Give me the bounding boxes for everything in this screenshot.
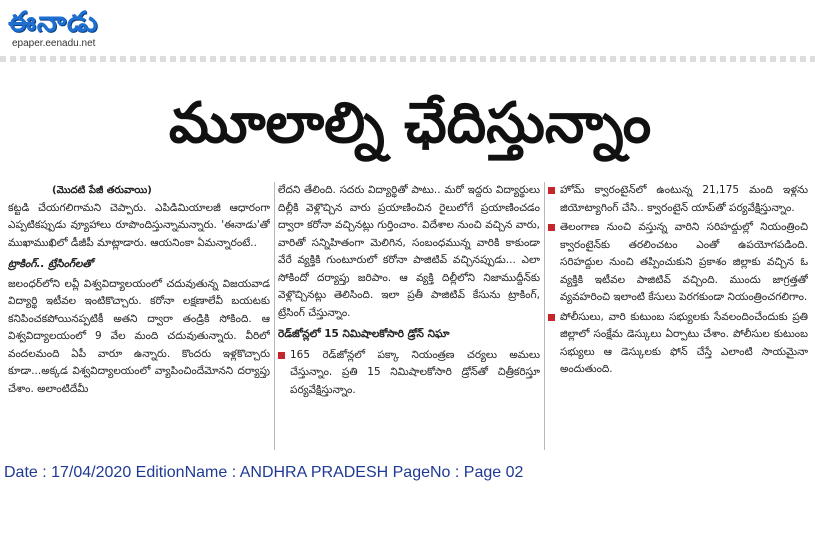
site-url: epaper.eenadu.net [12,38,96,49]
bullet-marker [278,352,285,359]
eenadu-logo[interactable] [8,6,138,49]
column3-bullet-1 [548,182,808,217]
column2-subhead: రెడ్‌జోన్లలో 15 నిమిషాలకోసారి డ్రోన్ నిఘా [278,328,450,340]
bullet-text: తెలంగాణ నుంచి వస్తున్న వారిని సరిహద్దుల్లో నియంత్రించి క్వారంటైన్‌కు తరలించటం ఎంతో ఉపయోగపడింది. సరిహద్దుల నుంచి తప్పించుకుని ప్రకాశం జిల్లాకు వచ్చిన ఓ వ్యక్తికి ఇటీవల పాజిటివ్ వచ్చింది. ముందు జాగ్రత్తతో వ్యవహరించి ఇలాంటి కేసులు పెరగకుండా నియంత్రించగలిగాం. [560,221,808,303]
bullet-text: 165 రెడ్‌జోన్లలో పక్కా నియంత్రణ చర్యలు అమలు చేస్తున్నాం. ప్రతి 15 నిమిషాలకోసారి డ్రోన్‌తో చిత్రీకరిస్తూ పర్యవేక్షిస్తున్నాం. [290,348,540,396]
column1-subhead: ట్రాకింగ్.. ట్రేసింగ్‌లతో [8,258,93,270]
bullet-marker [548,314,555,321]
article-headline: మూలాల్ని ఛేదిస్తున్నాం [168,91,652,156]
bullet-text: హోమ్ క్వారంటైన్‌లో ఉంటున్న 21,175 మంది ఇళ్లను జియోట్యాగింగ్ చేసి.. క్వారంటైన్ యాప్‌తో పర్యవేక్షిస్తున్నాం. [560,184,808,214]
article-column-1 [8,182,270,450]
edition-info: Date : 17/04/2020 EditionName : ANDHRA PRADESH PageNo : Page 02 [4,464,524,481]
column-divider [274,182,275,450]
logo-wordmark: ఈనాడు [8,5,99,38]
column3-bullet-3 [548,309,808,379]
column-divider [544,182,545,450]
bullet-marker [548,187,555,194]
masthead-divider [0,56,815,62]
article-column-3 [548,182,808,450]
column2-paragraph-1: లేదని తేలింది. సదరు విద్యార్థితో పాటు.. మరో ఇద్దరు విద్యార్థులు దిల్లీకి వెళ్లొచ్చిన వారు ప్రయాణించిన రైలులోగే ప్రయాణించడం ద్వారా కరోనా వచ్చినట్లు గుర్తించాం. విదేశాల నుంచి వచ్చిన వారు, వారితో సన్నిహితంగా మెలిగిన, సంబంధమున్న వారికి కాకుండా వేరే వ్యక్తికి గుంటూరులో కరోనా పాజిటివ్ వచ్చినప్పుడు... ఎలా సోకిందో దర్యాప్తు జరిపాం. ఆ వ్యక్తి దిల్లీలోని నిజాముద్దీన్‌కు వెళ్లొచ్చినట్లు తెలిసింది. ఇలా ప్రతీ పాజిటివ్ కేసును ట్రాకింగ్, ట్రేసింగ్ చేస్తున్నాం. [278,184,540,319]
bullet-text: పోలీసులు, వారి కుటుంబ సభ్యులకు సేవలందించేందుకు ప్రతి జిల్లాలో సంక్షేమ డెస్కులు ఏర్పాటు చేశాం. పోలీసుల కుటుంబ సభ్యులు ఆ డెస్కులకు ఫోన్ చేస్తే ఎలాంటి సాయమైనా అందుతుంది. [560,310,808,375]
column1-paragraph-1: కట్టడి చేయగలిగామని చెప్పారు. ఎపిడిమియాలజీ ఆధారంగా ఎప్పటికప్పుడు వ్యూహాలు రూపొందిస్తున్నామన్నారు. 'ఈనాడు'తో ముఖాముఖిలో డీజీపీ మాట్లాడారు. ఆయనింకా ఏమన్నారంటే.. [8,201,270,249]
continued-label: (మొదటి పేజీ తరువాయి) [52,185,152,196]
column3-bullet-2 [548,219,808,307]
article-column-2 [278,182,540,450]
article-body [8,182,808,450]
column1-paragraph-2: జలంధర్‌లోని లవ్లీ విశ్వవిద్యాలయంలో చదువుతున్న విజయవాడ విద్యార్థి ఇటీవల ఇంటికొచ్చారు. కరోనా లక్షణాలేవీ బయటకు కనిపించకపోయినప్పటికీ అతని ద్వారా తండ్రికి సోకింది. ఆ విశ్వవిద్యాలయంలో 9 వేల మంది చదువుతున్నారు. వీరిలో వందలమంది ఏపీ వారూ ఉన్నారు. కొందరు ఇళ్లకొచ్చారు కూడా...అక్కడ విశ్వవిద్యాలయంలో వ్యాపించిందేమోనని దర్యాప్తు చేశాం. అలాంటిదేమీ [8,277,270,395]
column2-bullet-1 [278,347,540,400]
bullet-marker [548,224,555,231]
